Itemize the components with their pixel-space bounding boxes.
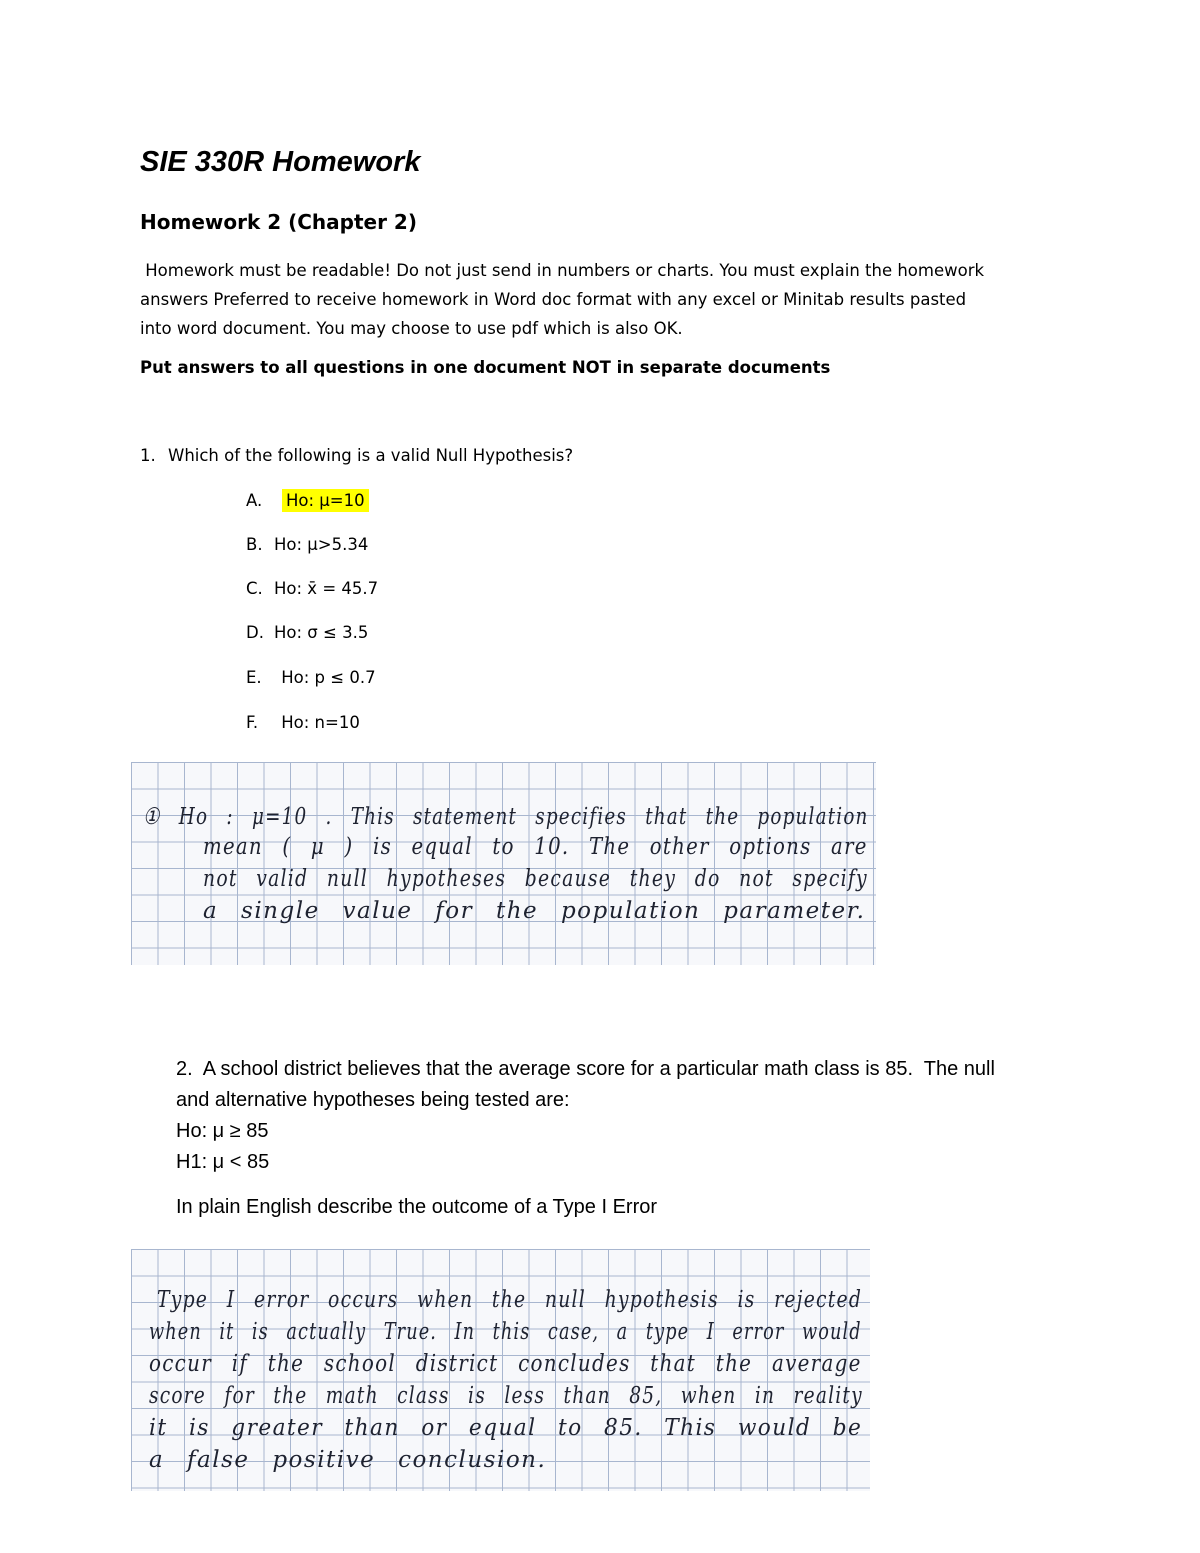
handwritten-line: it is greater than or equal to 85. This would be [149,1415,863,1441]
question-1-text: Which of the following is a valid Null Hypothesis? [168,446,574,465]
handwritten-answer-1-image [131,762,876,965]
option-text-highlighted: Ho: μ=10 [282,489,369,512]
instructions-line: Homework must be readable! Do not just send in numbers or charts. You must explain the homework [140,261,985,280]
option-a [246,491,369,510]
instructions-paragraph [140,256,1075,343]
option-letter: C. [246,579,263,598]
option-text: Ho: p ≤ 0.7 [276,668,376,687]
option-text: Ho: σ ≤ 3.5 [274,623,369,642]
question-1-number: 1. [140,446,156,465]
question-1 [140,446,573,465]
instructions-line: into word document. You may choose to use pdf which is also OK. [140,319,683,338]
question-2 [176,1054,1076,1178]
handwritten-line: mean ( μ ) is equal to 10. The other options are [203,834,868,860]
option-letter: B. [246,535,263,554]
option-b [246,535,368,554]
option-f [246,713,360,732]
option-letter: F. [246,713,259,732]
option-d [246,623,368,642]
homework-heading: Homework 2 (Chapter 2) [140,210,417,234]
handwritten-answer-2-image [131,1249,870,1491]
hypothesis-null: Ho: μ ≥ 85 [176,1120,269,1142]
handwritten-line: not valid null hypotheses because they do not specify [203,866,868,892]
instructions-line: answers Preferred to receive homework in Word doc format with any excel or Minitab results pasted [140,290,967,309]
handwritten-line: a single value for the population parameter. [203,898,866,924]
question-2-prompt: In plain English describe the outcome of a Type I Error [176,1196,658,1218]
option-text: Ho: n=10 [276,713,360,732]
handwritten-line: ① Ho : μ=10 . This statement specifies that the population [143,804,869,830]
handwritten-line: occur if the school district concludes that the average [149,1351,862,1377]
option-e [246,668,376,687]
handwritten-line: score for the math class is less than 85, when in reality [149,1383,863,1409]
handwritten-line: Type I error occurs when the null hypothesis is rejected [157,1287,863,1313]
option-text: Ho: x̄ = 45.7 [274,579,379,598]
question-2-line: and alternative hypotheses being tested are: [176,1089,570,1111]
option-letter: D. [246,623,264,642]
handwritten-line: when it is actually True. In this case, a type I error would [149,1319,862,1345]
put-answers-note: Put answers to all questions in one document NOT in separate documents [140,358,831,377]
handwritten-line: a false positive conclusion. [149,1447,547,1473]
option-text: Ho: μ>5.34 [274,535,369,554]
document-title: SIE 330R Homework [140,146,421,178]
question-2-line: 2. A school district believes that the average score for a particular math class is 85. The null [176,1058,995,1080]
option-letter: A. [246,491,263,510]
option-c [246,579,378,598]
hypothesis-alternative: H1: μ < 85 [176,1151,270,1173]
option-letter: E. [246,668,262,687]
